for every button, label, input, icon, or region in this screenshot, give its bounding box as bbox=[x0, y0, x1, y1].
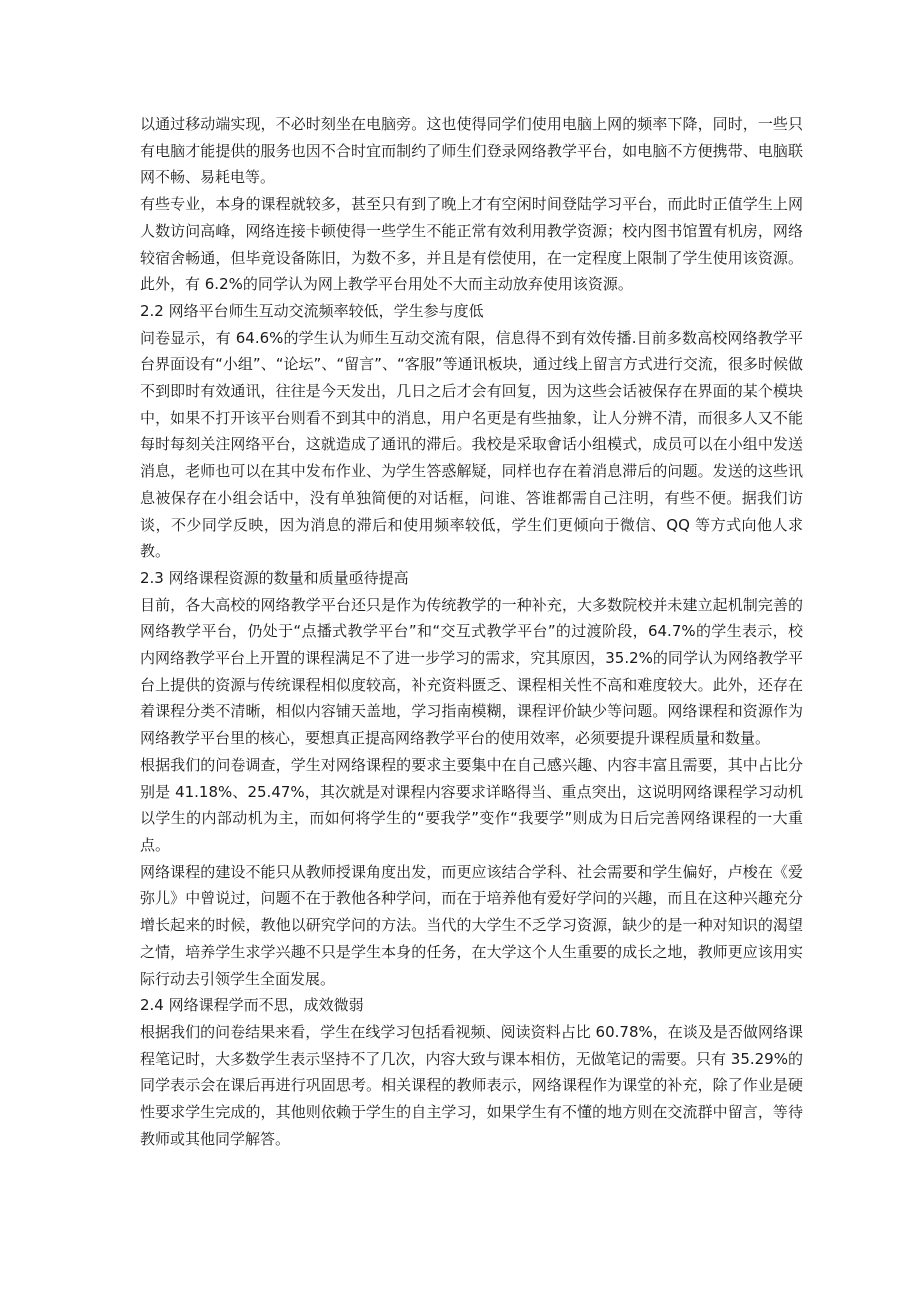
document-page bbox=[140, 111, 803, 1152]
paragraph-course-construction: 网络课程的建设不能只从教师授课角度出发，而更应该结合学科、社会需要和学生偏好，卢梭在《爱弥儿》中曾说过，问题不在于教他各种学问，而在于培养他有爱好学问的兴趣，而且在这种兴趣充分增长起来的时候，教他以研究学问的方法。当代的大学生不乏学习资源，缺少的是一种对知识的渴望之情，培养学生求学兴趣不只是学生本身的任务，在大学这个人生重要的成长之地，教师更应该用实际行动去引领学生全面发展。 bbox=[140, 862, 803, 988]
paragraph-learning-outcomes: 根据我们的问卷结果来看，学生在线学习包括看视频、阅读资料占比 60.78%，在谈及是否做网络课程笔记时，大多数学生表示坚持不了几次，内容大致与课本相仿，无做笔记的需要。只有 35.29%的同学表示会在课后再进行巩固思考。相关课程的教师表示，网络课程作为课堂的补充，除了作业是硬性要求学生完成的，其他则依赖于学生的自主学习，如果学生有不懂的地方则在交流群中留言，等待教师或其他同学解答。 bbox=[140, 1022, 803, 1148]
section-heading-2-3: 2.3 网络课程资源的数量和质量亟待提高 bbox=[140, 568, 409, 587]
paragraph-mobile-access: 以通过移动端实现，不必时刻坐在电脑旁。这也使得同学们使用电脑上网的频率下降，同时，一些只有电脑才能提供的服务也因不合时宜而制约了师生们登录网络教学平台，如电脑不方便携带、电脑联网不畅、易耗电等。 bbox=[140, 115, 803, 187]
paragraph-network-congestion: 有些专业，本身的课程就较多，甚至只有到了晚上才有空闲时间登陆学习平台，而此时正值学生上网人数访问高峰，网络连接卡顿使得一些学生不能正常有效利用教学资源；校内图书馆置有机房，网络较宿舍畅通，但毕竟设备陈旧，为数不多，并且是有偿使用，在一定程度上限制了学生使用该资源。此外，有 6.2%的同学认为网上教学平台用处不大而主动放弃使用该资源。 bbox=[140, 195, 803, 294]
section-heading-2-2: 2.2 网络平台师生互动交流频率较低，学生参与度低 bbox=[140, 301, 484, 320]
paragraph-course-resources: 目前，各大高校的网络教学平台还只是作为传统教学的一种补充，大多数院校并未建立起机制完善的网络教学平台，仍处于“点播式教学平台”和“交互式教学平台”的过渡阶段，64.7%的学生表示，校内网络教学平台上开置的课程满足不了进一步学习的需求，究其原因，35.2%的同学认为网络教学平台上提供的资源与传统课程相似度较高，补充资料匮乏、课程相关性不高和难度较大。此外，还存在着课程分类不清晰，相似内容铺天盖地，学习指南模糊，课程评价缺少等问题。网络课程和资源作为网络教学平台里的核心，要想真正提高网络教学平台的使用效率，必须要提升课程质量和数量。 bbox=[140, 595, 803, 748]
paragraph-interaction: 问卷显示，有 64.6%的学生认为师生互动交流有限，信息得不到有效传播.目前多数高校网络教学平台界面设有“小组”、“论坛”、“留言”、“客服”等通讯板块，通过线上留言方式进行交流，很多时候做不到即时有效通讯，往往是今天发出，几日之后才会有回复，因为这些会话被保存在界面的某个模块中，如果不打开该平台则看不到其中的消息，用户名更是有些抽象，让人分辨不清，而很多人又不能每时每刻关注网络平台，这就造成了通讯的滞后。我校是采取會话小组模式，成员可以在小组中发送消息，老师也可以在其中发布作业、为学生答惑解疑，同样也存在着消息滞后的问题。发送的这些讯息被保存在小组会话中，没有单独简便的对话框，问谁、答谁都需自己注明，有些不便。据我们访谈，不少同学反映，因为消息的滞后和使用频率较低，学生们更倾向于微信、QQ 等方式向他人求教。 bbox=[140, 328, 803, 561]
paragraph-survey-requirements: 根据我们的问卷调查，学生对网络课程的要求主要集中在自己感兴趣、内容丰富且需要，其中占比分别是 41.18%、25.47%，其次就是对课程内容要求详略得当、重点突出，这说明网络课程学习动机以学生的内部动机为主，而如何将学生的“要我学”变作“我要学”则成为日后完善网络课程的一大重点。 bbox=[140, 755, 803, 854]
section-heading-2-4: 2.4 网络课程学而不思，成效微弱 bbox=[140, 996, 364, 1015]
